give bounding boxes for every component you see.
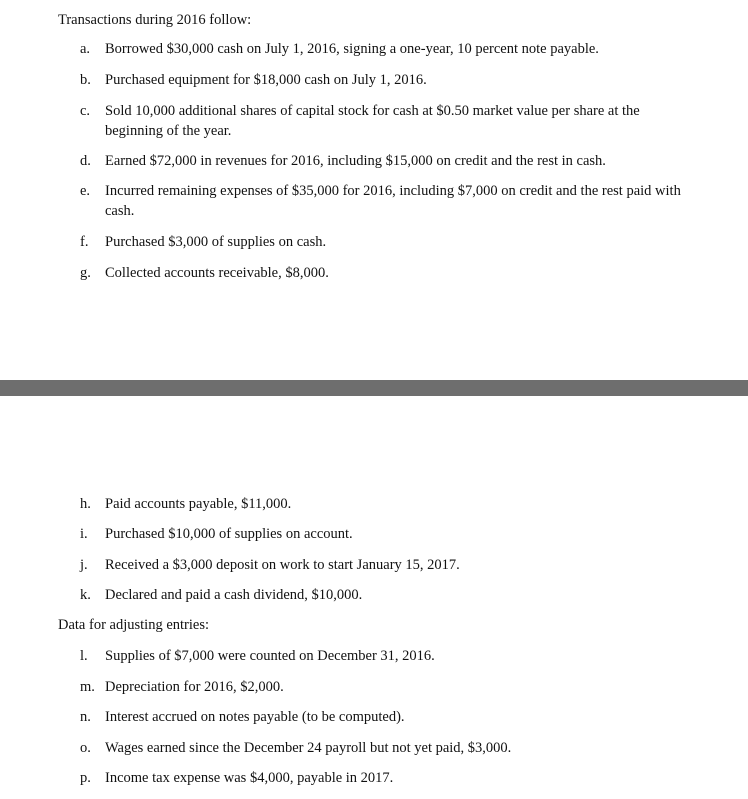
item-marker: b. [80,72,91,88]
item-marker: h. [80,496,91,512]
item-text: Paid accounts payable, $11,000. [105,496,292,512]
item-text: Incurred remaining expenses of $35,000 for 2016, including $7,000 on credit and the rest paid with cash. [105,183,681,219]
item-marker: e. [80,183,91,199]
document-page-bottom [0,396,748,799]
item-text: Declared and paid a cash dividend, $10,000. [105,587,363,603]
item-marker: d. [80,153,91,169]
item-marker: n. [80,709,91,725]
item-text: Borrowed $30,000 cash on July 1, 2016, signing a one-year, 10 percent note payable. [105,41,599,57]
item-text: Purchased $3,000 of supplies on cash. [105,234,327,250]
item-text: Wages earned since the December 24 payroll but not yet paid, $3,000. [105,740,512,756]
item-text: Interest accrued on notes payable (to be computed). [105,709,405,725]
item-text: Sold 10,000 additional shares of capital stock for cash at $0.50 market value per share at the beginning of the year. [105,103,640,139]
item-marker: m. [80,679,95,695]
item-marker: o. [80,740,91,756]
item-text: Depreciation for 2016, $2,000. [105,679,284,695]
transactions-heading: Transactions during 2016 follow: [58,12,252,28]
item-text: Supplies of $7,000 were counted on December 31, 2016. [105,648,435,664]
page-divider [0,380,748,396]
document-page-top [0,0,748,380]
item-marker: l. [80,648,88,664]
item-text: Income tax expense was $4,000, payable in 2017. [105,770,394,786]
item-marker: g. [80,265,91,281]
item-text: Collected accounts receivable, $8,000. [105,265,329,281]
item-marker: j. [80,557,88,573]
item-marker: k. [80,587,91,603]
item-marker: a. [80,41,91,57]
item-marker: c. [80,103,91,119]
item-text: Received a $3,000 deposit on work to start January 15, 2017. [105,557,460,573]
item-text: Purchased equipment for $18,000 cash on July 1, 2016. [105,72,427,88]
item-marker: f. [80,234,89,250]
item-marker: i. [80,526,88,542]
adjusting-heading: Data for adjusting entries: [58,617,209,633]
item-text: Earned $72,000 in revenues for 2016, including $15,000 on credit and the rest in cash. [105,153,606,169]
item-text: Purchased $10,000 of supplies on account. [105,526,353,542]
item-marker: p. [80,770,91,786]
